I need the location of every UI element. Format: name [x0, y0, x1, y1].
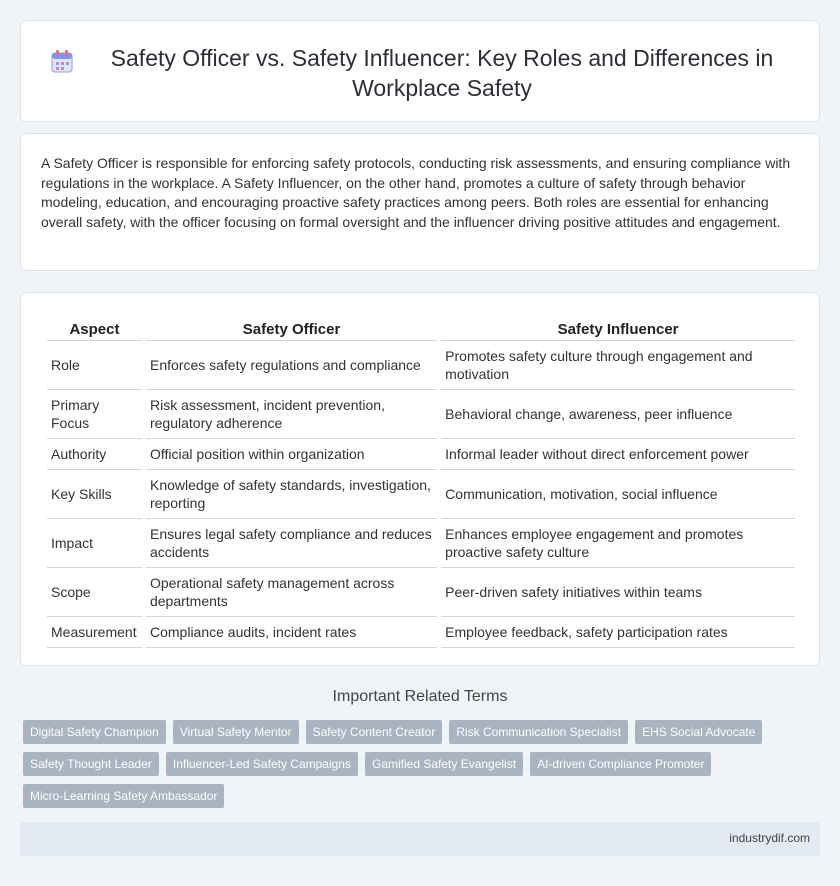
- table-header-row: [47, 311, 795, 341]
- title-card: [20, 20, 820, 122]
- related-term-tag[interactable]: Risk Communication Specialist: [449, 720, 628, 744]
- aspect-cell: Authority: [47, 439, 142, 470]
- calendar-icon: [51, 49, 73, 73]
- header-safety-officer: Safety Officer: [146, 311, 437, 341]
- officer-cell: Risk assessment, incident prevention, regulatory adherence: [146, 390, 437, 439]
- table-row: [47, 568, 795, 617]
- related-term-tag[interactable]: Safety Content Creator: [306, 720, 443, 744]
- officer-cell: Official position within organization: [146, 439, 437, 470]
- influencer-cell: Enhances employee engagement and promotes proactive safety culture: [441, 519, 795, 568]
- influencer-cell: Behavioral change, awareness, peer influence: [441, 390, 795, 439]
- aspect-cell: Scope: [47, 568, 142, 617]
- officer-cell: Ensures legal safety compliance and reduces accidents: [146, 519, 437, 568]
- related-term-tag[interactable]: Virtual Safety Mentor: [173, 720, 299, 744]
- title-wrap: [21, 21, 819, 103]
- intro-paragraph: A Safety Officer is responsible for enforcing safety protocols, conducting risk assessments, and ensuring compliance with regulations in the workplace. A Safety Influencer, on the other hand, promotes a culture of safety through behavior modeling, education, and encouraging proactive safety practices among peers. Both roles are essential for enhancing overall safety, with the officer focusing on formal oversight and the influencer driving positive attitudes and engagement.: [41, 155, 791, 230]
- header-aspect: Aspect: [47, 311, 142, 341]
- influencer-cell: Communication, motivation, social influence: [441, 470, 795, 519]
- related-term-tag[interactable]: Digital Safety Champion: [23, 720, 166, 744]
- table-row: [47, 519, 795, 568]
- table-row: [47, 390, 795, 439]
- footer-bar: [20, 822, 820, 856]
- page-title: Safety Officer vs. Safety Influencer: Key Roles and Differences in Workplace Safety: [110, 45, 774, 101]
- related-term-tag[interactable]: EHS Social Advocate: [635, 720, 762, 744]
- table-row: [47, 470, 795, 519]
- related-term-tag[interactable]: Influencer-Led Safety Campaigns: [166, 752, 358, 776]
- officer-cell: Compliance audits, incident rates: [146, 617, 437, 648]
- influencer-cell: Promotes safety culture through engagement and motivation: [441, 341, 795, 390]
- comparison-card: [20, 292, 820, 666]
- table-row: [47, 341, 795, 390]
- officer-cell: Enforces safety regulations and compliance: [146, 341, 437, 390]
- influencer-cell: Peer-driven safety initiatives within teams: [441, 568, 795, 617]
- table-row: [47, 439, 795, 470]
- related-term-tag[interactable]: Safety Thought Leader: [23, 752, 159, 776]
- officer-cell: Operational safety management across departments: [146, 568, 437, 617]
- influencer-cell: Employee feedback, safety participation rates: [441, 617, 795, 648]
- related-term-tag[interactable]: Gamified Safety Evangelist: [365, 752, 523, 776]
- table-row: [47, 617, 795, 648]
- related-terms-title: Important Related Terms: [332, 688, 508, 705]
- officer-cell: Knowledge of safety standards, investigation, reporting: [146, 470, 437, 519]
- comparison-table: [43, 311, 799, 648]
- related-terms-list: [23, 720, 813, 808]
- aspect-cell: Primary Focus: [47, 390, 142, 439]
- aspect-cell: Key Skills: [47, 470, 142, 519]
- related-term-tag[interactable]: Micro-Learning Safety Ambassador: [23, 784, 224, 808]
- aspect-cell: Role: [47, 341, 142, 390]
- aspect-cell: Measurement: [47, 617, 142, 648]
- related-term-tag[interactable]: AI-driven Compliance Promoter: [530, 752, 711, 776]
- intro-card: [20, 133, 820, 271]
- footer-source[interactable]: industrydif.com: [729, 831, 810, 845]
- header-safety-influencer: Safety Influencer: [441, 311, 795, 341]
- aspect-cell: Impact: [47, 519, 142, 568]
- influencer-cell: Informal leader without direct enforcement power: [441, 439, 795, 470]
